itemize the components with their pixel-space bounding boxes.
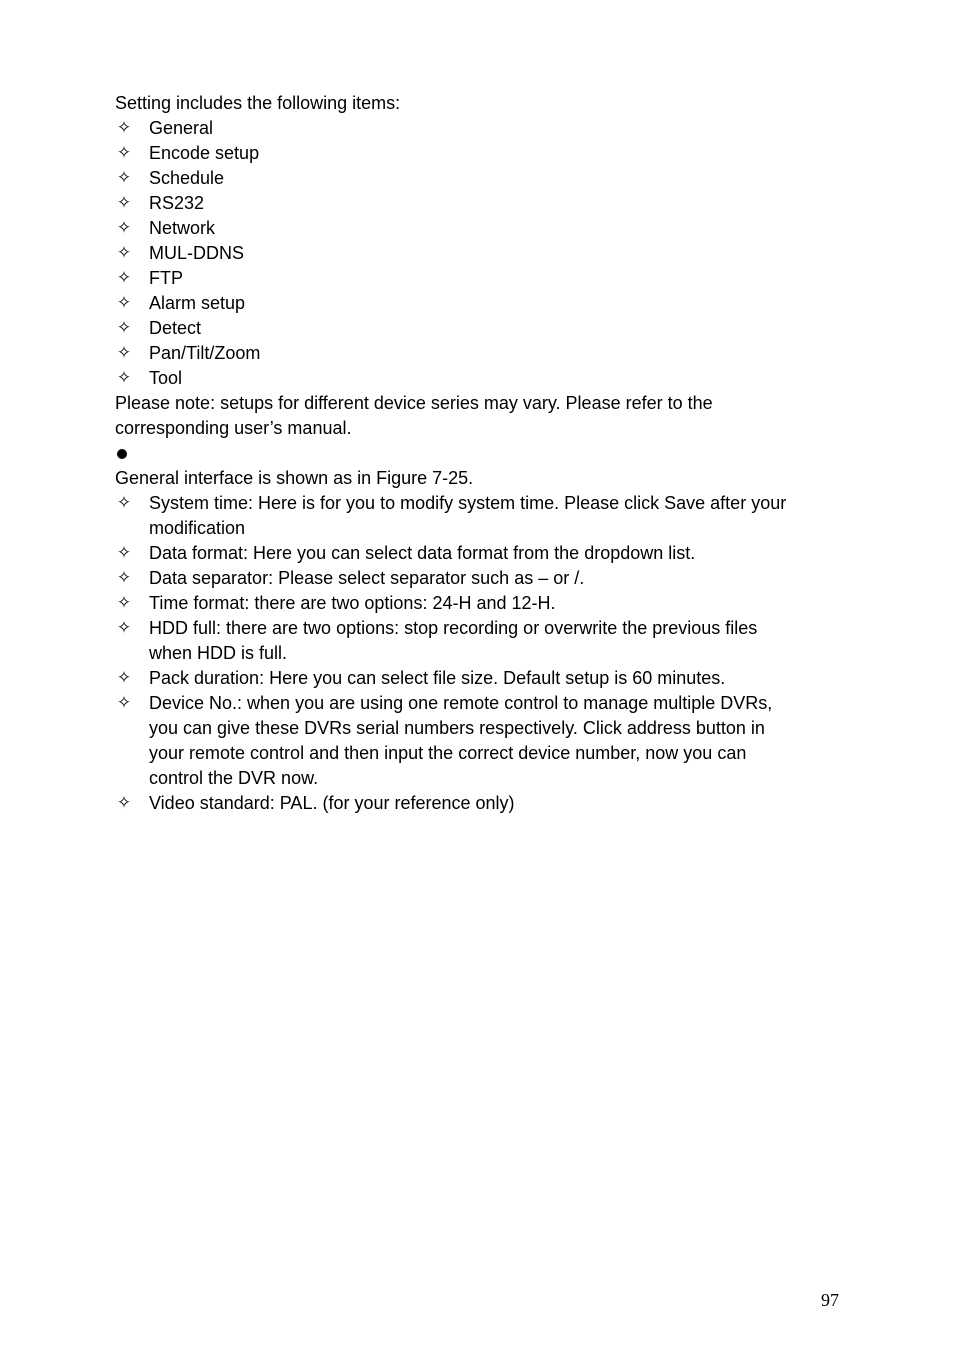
list-item: ✧ RS232: [115, 191, 840, 216]
note-line: Please note: setups for different device series may vary. Please refer to the: [115, 393, 713, 413]
star-bullet-icon: ✧: [116, 543, 132, 563]
star-bullet-icon: ✧: [116, 693, 132, 713]
list-item: ✧ Pack duration: Here you can select file size. Default setup is 60 minutes.: [115, 666, 840, 691]
list-item: ✧ HDD full: there are two options: stop recording or overwrite the previous files when HDD is full.: [116, 618, 758, 663]
document-body: [115, 91, 840, 816]
settings-list: [115, 116, 840, 391]
list-item: ✧ Detect: [115, 316, 840, 341]
list-item: ✧ Device No.: when you are using one remote control to manage multiple DVRs, you can give these DVRs serial numbers respectively. Click address button in your remote control and then input the correct device number, now you can control the DVR now.: [116, 693, 773, 788]
section-bullet: [115, 441, 840, 466]
list-item: ✧ Encode setup: [115, 141, 840, 166]
star-bullet-icon: ✧: [116, 368, 132, 388]
star-bullet-icon: ✧: [116, 143, 132, 163]
list-item: ✧ Tool: [115, 366, 840, 391]
star-bullet-icon: ✧: [116, 193, 132, 213]
list-item: ✧ Schedule: [115, 166, 840, 191]
list-item: ✧ Data separator: Please select separator such as – or /.: [115, 566, 840, 591]
star-bullet-icon: ✧: [116, 118, 132, 138]
page-number: 97: [821, 1290, 839, 1310]
star-bullet-icon: ✧: [116, 593, 132, 613]
list-item: ✧ Pan/Tilt/Zoom: [115, 341, 840, 366]
star-bullet-icon: ✧: [116, 218, 132, 238]
star-bullet-icon: ✧: [116, 243, 132, 263]
settings-intro: Setting includes the following items:: [115, 93, 401, 113]
list-item: ✧ Alarm setup: [115, 291, 840, 316]
star-bullet-icon: ✧: [116, 318, 132, 338]
star-bullet-icon: ✧: [116, 343, 132, 363]
list-item: ✧ General: [115, 116, 840, 141]
star-bullet-icon: ✧: [116, 293, 132, 313]
star-bullet-icon: ✧: [116, 668, 132, 688]
list-item: ✧ System time: Here is for you to modify system time. Please click Save after your modification: [116, 493, 787, 538]
list-item: ✧ Time format: there are two options: 24-H and 12-H.: [115, 591, 840, 616]
star-bullet-icon: ✧: [116, 568, 132, 588]
star-bullet-icon: ✧: [116, 168, 132, 188]
star-bullet-icon: ✧: [116, 493, 132, 513]
series-note: [115, 391, 840, 441]
star-bullet-icon: ✧: [116, 618, 132, 638]
list-item: ✧ Data format: Here you can select data format from the dropdown list.: [115, 541, 840, 566]
list-item: ✧ Network: [115, 216, 840, 241]
star-bullet-icon: ✧: [116, 268, 132, 288]
note-line: corresponding user’s manual.: [115, 418, 352, 438]
list-item: ✧ MUL-DDNS: [115, 241, 840, 266]
star-bullet-icon: ✧: [116, 793, 132, 813]
filled-circle-bullet-icon: [117, 449, 127, 459]
list-item: ✧ FTP: [115, 266, 840, 291]
general-items-list: [115, 491, 840, 816]
general-intro: General interface is shown as in Figure 7-25.: [115, 468, 474, 488]
list-item: ✧ Video standard: PAL. (for your reference only): [115, 791, 840, 816]
